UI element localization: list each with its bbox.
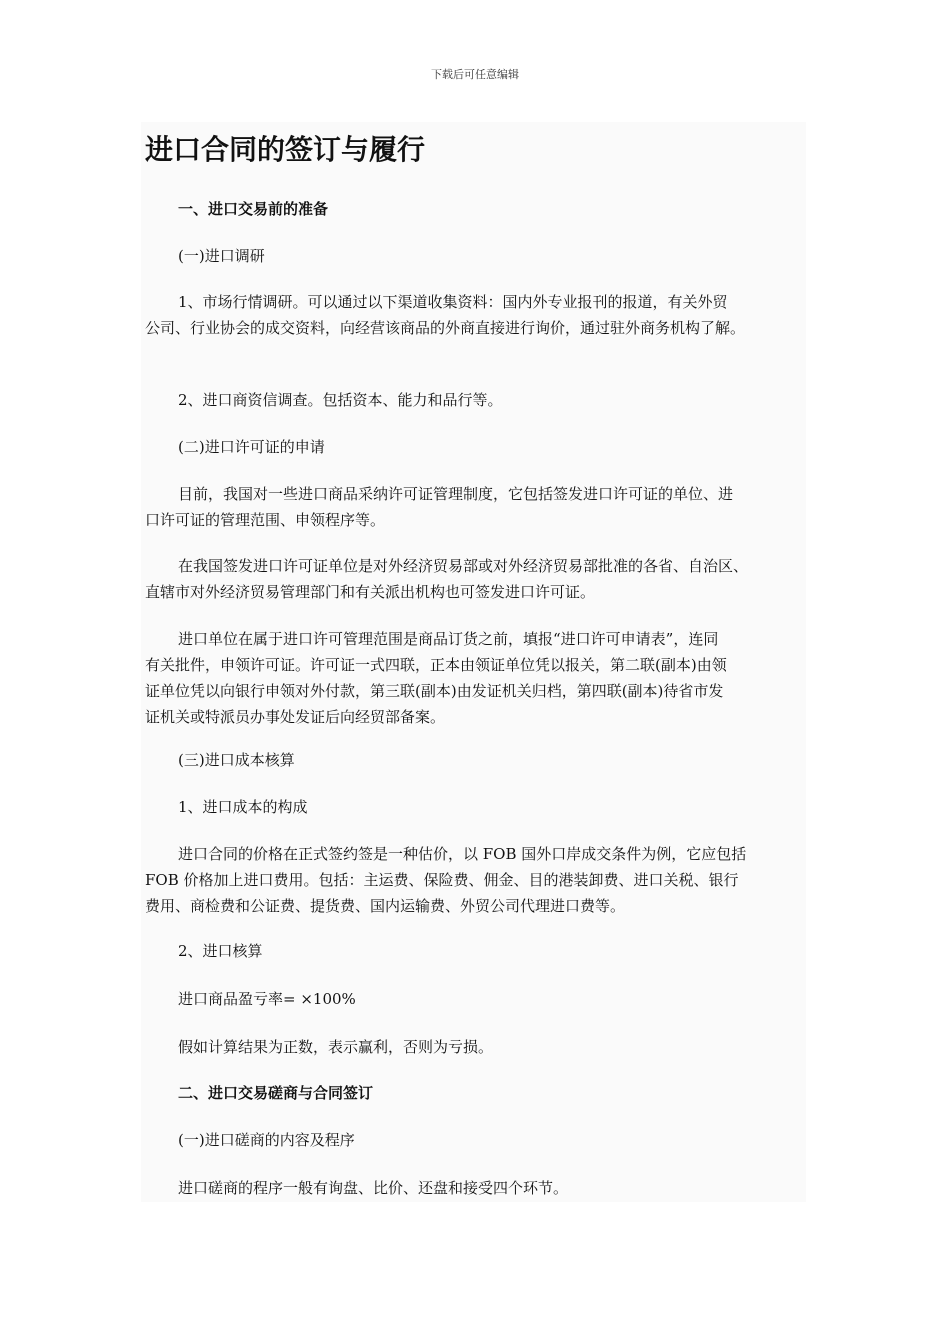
paragraph: 1、进口成本的构成 <box>178 798 308 816</box>
subsection-heading: (二)进口许可证的申请 <box>178 438 325 456</box>
paragraph: 进口合同的价格在正式签约签是一种估价，以 FOB 国外口岸成交条件为例，它应包括 FOB 价格加上进口费用。包括：主运费、保险费、佣金、目的港装卸费、进口关税、银行 费用、商检费和公证费、提货费、国内运输费、外贸公司代理进口费等。 <box>145 845 747 915</box>
subsection-heading: (一)进口调研 <box>178 247 265 265</box>
document-body <box>141 122 806 1202</box>
formula-line: 进口商品盈亏率= ×100% <box>178 990 356 1008</box>
paragraph: 在我国签发进口许可证单位是对外经济贸易部或对外经济贸易部批准的各省、自治区、 直辖市对外经济贸易管理部门和有关派出机构也可签发进口许可证。 <box>145 557 749 601</box>
paragraph: 2、进口核算 <box>178 942 263 960</box>
paragraph: 2、进口商资信调查。包括资本、能力和品行等。 <box>178 391 503 409</box>
paragraph: 进口单位在属于进口许可管理范围是商品订货之前，填报“进口许可申请表”，连同 有关批件，申领许可证。许可证一式四联，正本由领证单位凭以报关，第二联(副本)由领 证单位凭以向银行申领对外付款，第三联(副本)由发证机关归档，第四联(副本)待省市发 证机关或特派员办事处发证后向经贸部备案。 <box>145 630 727 726</box>
section-heading-2: 二、进口交易磋商与合同签订 <box>178 1084 374 1102</box>
paragraph: 假如计算结果为正数，表示赢利，否则为亏损。 <box>178 1038 494 1056</box>
subsection-heading: (一)进口磋商的内容及程序 <box>178 1131 355 1149</box>
page-header-note: 下载后可任意编辑 <box>431 68 519 81</box>
paragraph: 目前，我国对一些进口商品采纳许可证管理制度，它包括签发进口许可证的单位、进 口许可证的管理范围、申领程序等。 <box>145 485 734 529</box>
document-title: 进口合同的签订与履行 <box>145 133 426 166</box>
paragraph: 进口磋商的程序一般有询盘、比价、还盘和接受四个环节。 <box>178 1179 569 1197</box>
subsection-heading: (三)进口成本核算 <box>178 751 295 769</box>
paragraph: 1、市场行情调研。可以通过以下渠道收集资料：国内外专业报刊的报道，有关外贸 公司、行业协会的成交资料，向经营该商品的外商直接进行询价，通过驻外商务机构了解。 <box>145 293 746 337</box>
section-heading-1: 一、进口交易前的准备 <box>178 200 329 218</box>
